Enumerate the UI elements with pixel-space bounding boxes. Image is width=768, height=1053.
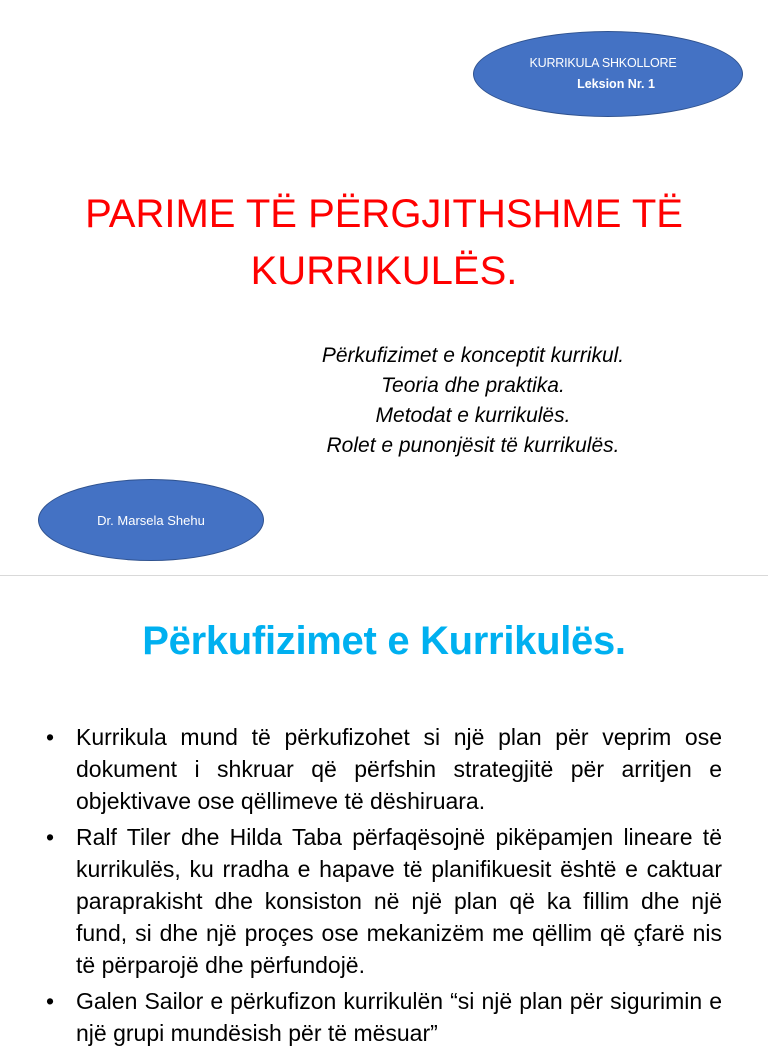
- bullet-item: [44, 721, 722, 817]
- bullet-text: Ralf Tiler dhe Hilda Taba përfaqësojnë pikëpamjen lineare të kurrikulës, ku rradha e hapave të planifikuesit është e caktuar paraprakisht dhe konsiston në një plan që ka fillim dhe një fund, si dhe një proçes ose mekanizëm me qëllim që çfarë nis të përparojë dhe përfundojë.: [76, 824, 722, 978]
- lecture-number: Leksion Nr. 1: [577, 77, 655, 91]
- bullet-icon: •: [46, 724, 55, 750]
- bullet-icon: •: [46, 824, 55, 850]
- content-slide: [0, 576, 768, 1046]
- bullet-list: [44, 721, 722, 1053]
- slide-title-line-1: PARIME TË PËRGJITHSHME TË: [85, 192, 683, 236]
- slide-title: [40, 186, 728, 300]
- course-badge-oval: [473, 31, 743, 117]
- bullet-text: Kurrikula mund të përkufizohet si një plan për veprim ose dokument i shkruar që përfshin strategjitë për arritjen e objektivave ose qëllimeve të dëshiruara.: [76, 724, 722, 814]
- subtitle-line: Metodat e kurrikulës.: [375, 404, 571, 427]
- slide-subtitle: [230, 341, 716, 461]
- bullet-item: [44, 985, 722, 1049]
- subtitle-line: Teoria dhe praktika.: [381, 374, 565, 397]
- content-heading: Përkufizimet e Kurrikulës.: [142, 619, 626, 663]
- subtitle-line: Rolet e punonjësit të kurrikulës.: [326, 434, 620, 457]
- author-name: Dr. Marsela Shehu: [97, 512, 205, 528]
- bullet-item: [44, 821, 722, 981]
- subtitle-line: Përkufizimet e konceptit kurrikul.: [321, 344, 625, 367]
- bullet-text: Galen Sailor e përkufizon kurrikulën “si një plan për sigurimin e një grupi mundësish për të mësuar”: [76, 988, 722, 1046]
- bullet-icon: •: [46, 988, 55, 1014]
- course-name: KURRIKULA SHKOLLORE: [529, 56, 677, 70]
- slide-title-line-2: KURRIKULËS.: [250, 249, 518, 293]
- author-badge-oval: [38, 479, 264, 561]
